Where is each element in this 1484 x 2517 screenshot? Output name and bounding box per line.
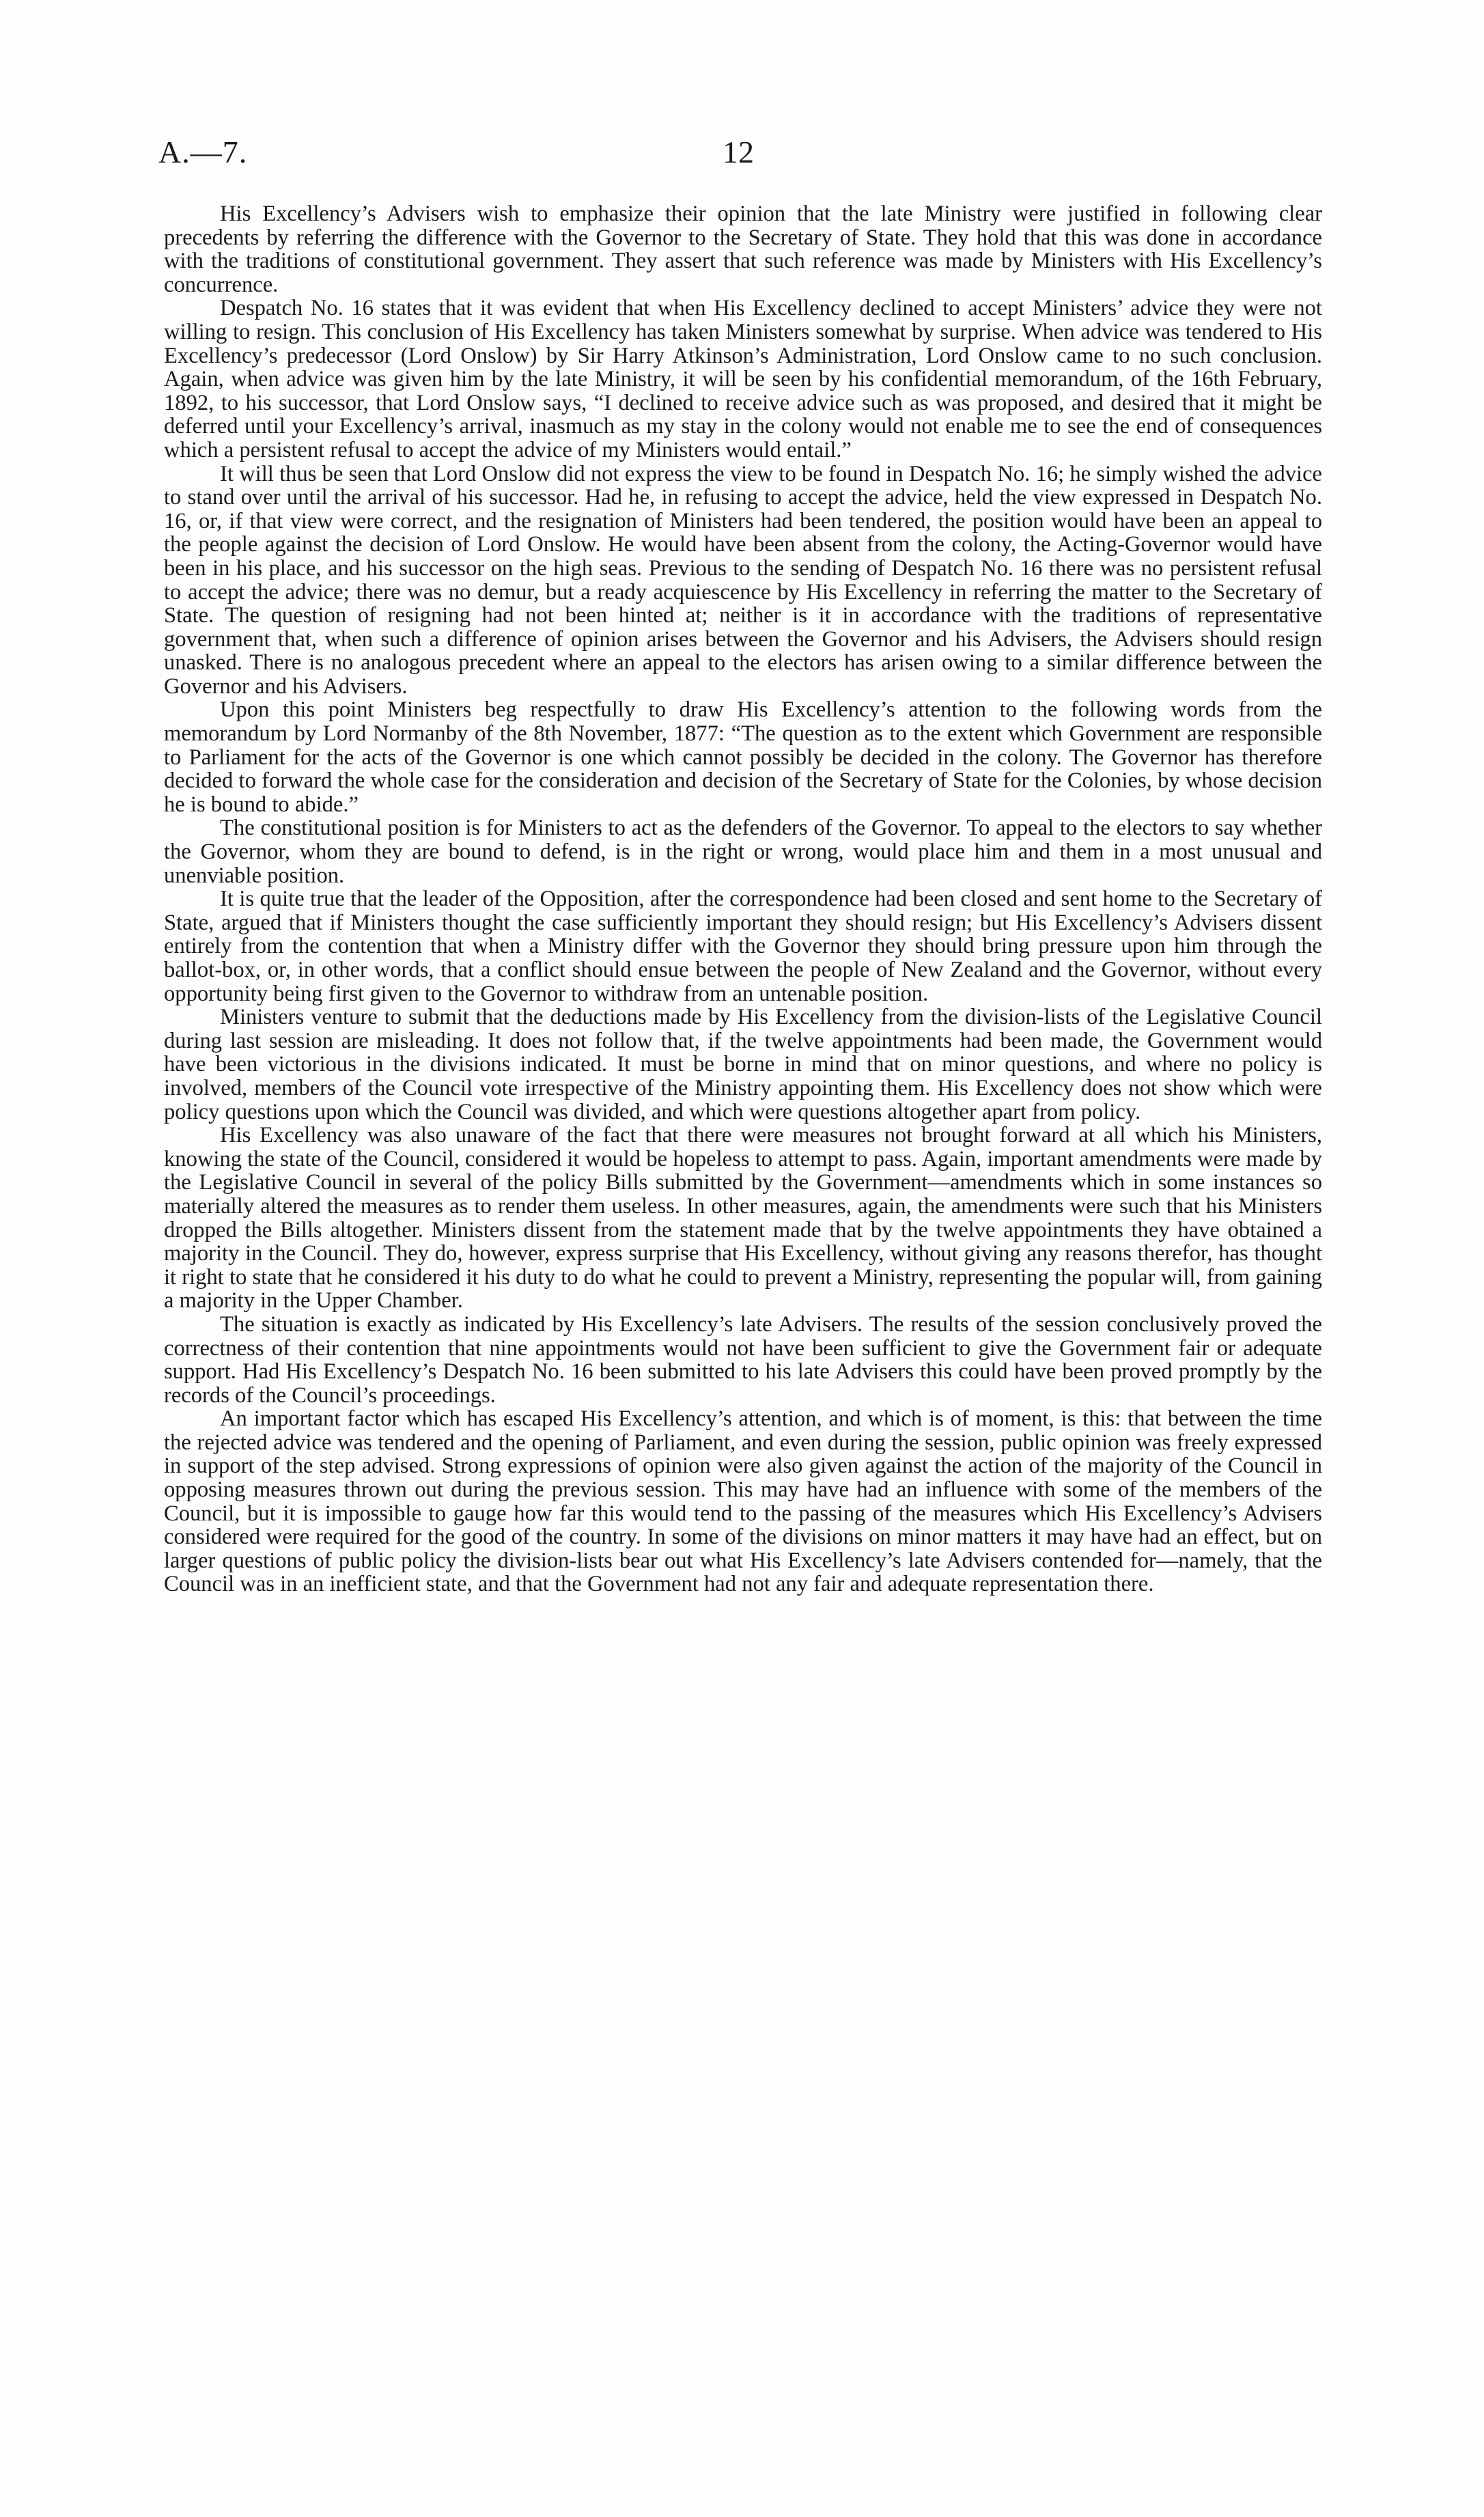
- paragraph-7: Ministers venture to submit that the deductions made by His Excellency from the division-lists of the Legislative Council during last session are misleading. It does not follow that, if the twelve appointments had been made, the Government would have been victorious in the divisions indicated. It must be borne in mind that on minor questions, and where no policy is involved, members of the Council vote irrespective of the Ministry appointing them. His Excellency does not show which were policy questions upon which the Council was divided, and which were questions altogether apart from policy.: [164, 1005, 1322, 1124]
- paragraph-2: Despatch No. 16 states that it was evident that when His Excellency declined to accept Ministers’ advice they were not willing to resign. This conclusion of His Excellency has taken Ministers somewhat by surprise. When advice was tendered to His Excellency’s predecessor (Lord Onslow) by Sir Harry Atkinson’s Administration, Lord Onslow came to no such conclusion. Again, when advice was given him by the late Ministry, it will be seen by his confidential memorandum, of the 16th February, 1892, to his successor, that Lord Onslow says, “I declined to receive advice such as was proposed, and desired that it might be deferred until your Excellency’s arrival, inasmuch as my stay in the colony would not enable me to see the end of consequences which a persistent refusal to accept the advice of my Ministers would entail.”: [164, 296, 1322, 462]
- page-number: 12: [723, 135, 754, 169]
- paragraph-1: His Excellency’s Advisers wish to emphasize their opinion that the late Ministry were justified in following clear precedents by referring the difference with the Governor to the Secretary of State. They hold that this was done in accordance with the traditions of constitutional government. They assert that such reference was made by Ministers with His Excellency’s concurrence.: [164, 201, 1322, 297]
- paragraph-9: The situation is exactly as indicated by His Excellency’s late Advisers. The results of the session conclusively proved the correctness of their contention that nine appointments would not have been sufficient to give the Government fair or adequate support. Had His Excellency’s Despatch No. 16 been submitted to his late Advisers this could have been proved promptly by the records of the Council’s proceedings.: [164, 1311, 1322, 1408]
- paragraph-3: It will thus be seen that Lord Onslow did not express the view to be found in Despatch No. 16; he simply wished the advice to stand over until the arrival of his successor. Had he, in refusing to accept the advice, held the view expressed in Despatch No. 16, or, if that view were correct, and the resignation of Ministers had been tendered, the position would have been an appeal to the people against the decision of Lord Onslow. He would have been absent from the colony, the Acting-Governor would have been in his place, and his successor on the high seas. Previous to the sending of Despatch No. 16 there was no persistent refusal to accept the advice; there was no demur, but a ready acquiescence by His Excellency in referring the matter to the Secretary of State. The question of resigning had not been hinted at; neither is it in accordance with the traditions of representative government that, when such a difference of opinion arises between the Governor and his Advisers, the Advisers should resign unasked. There is no analogous precedent where an appeal to the electors has arisen owing to a similar difference between the Governor and his Advisers.: [164, 461, 1322, 699]
- paragraph-4: Upon this point Ministers beg respectfully to draw His Excellency’s attention to the following words from the memorandum by Lord Normanby of the 8th November, 1877: “The question as to the extent which Government are responsible to Parliament for the acts of the Governor is one which cannot possibly be decided in the colony. The Governor has therefore decided to forward the whole case for the consideration and decision of the Secretary of State for the Colonies, by whose decision he is bound to abide.”: [164, 697, 1322, 817]
- paragraph-8: His Excellency was also unaware of the fact that there were measures not brought forward at all which his Ministers, knowing the state of the Council, considered it would be hopeless to attempt to pass. Again, important amendments were made by the Legislative Council in several of the policy Bills submitted by the Government—amendments which in some instances so materially altered the measures as to render them useless. In other measures, again, the amendments were such that his Ministers dropped the Bills altogether. Ministers dissent from the statement made that by the twelve appointments they have obtained a majority in the Council. They do, however, express surprise that His Excellency, without giving any reasons therefor, has thought it right to state that he considered it his duty to do what he could to prevent a Ministry, representing the popular will, from gaining a majority in the Upper Chamber.: [164, 1123, 1322, 1313]
- page-header: [158, 134, 1319, 175]
- paragraph-10: An important factor which has escaped His Excellency’s attention, and which is of moment, is this: that between the time the rejected advice was tendered and the opening of Parliament, and even during the session, public opinion was freely expressed in support of the step advised. Strong expressions of opinion were also given against the action of the majority of the Council in opposing measures thrown out during the previous session. This may have had an influence with some of the members of the Council, but it is impossible to gauge how far this would tend to the passing of the measures which His Excellency’s Advisers considered were required for the good of the country. In some of the divisions on minor matters it may have had an effect, but on larger questions of public policy the division-lists bear out what His Excellency’s late Advisers contended for—namely, that the Council was in an inefficient state, and that the Government had not any fair and adequate representation there.: [164, 1406, 1322, 1597]
- document-reference: A.—7.: [158, 135, 248, 169]
- paragraph-5: The constitutional position is for Ministers to act as the defenders of the Governor. To appeal to the electors to say whether the Governor, whom they are bound to defend, is in the right or wrong, would place him and them in a most unusual and unenviable position.: [164, 816, 1322, 888]
- paragraph-6: It is quite true that the leader of the Opposition, after the correspondence had been closed and sent home to the Secretary of State, argued that if Ministers thought the case sufficiently important they should resign; but His Excellency’s Advisers dissent entirely from the contention that when a Ministry differ with the Governor they should bring pressure upon him through the ballot-box, or, in other words, that a conflict should ensue between the people of New Zealand and the Governor, without every opportunity being first given to the Governor to withdraw from an untenable position.: [164, 887, 1322, 1006]
- body-text: [164, 202, 1322, 1596]
